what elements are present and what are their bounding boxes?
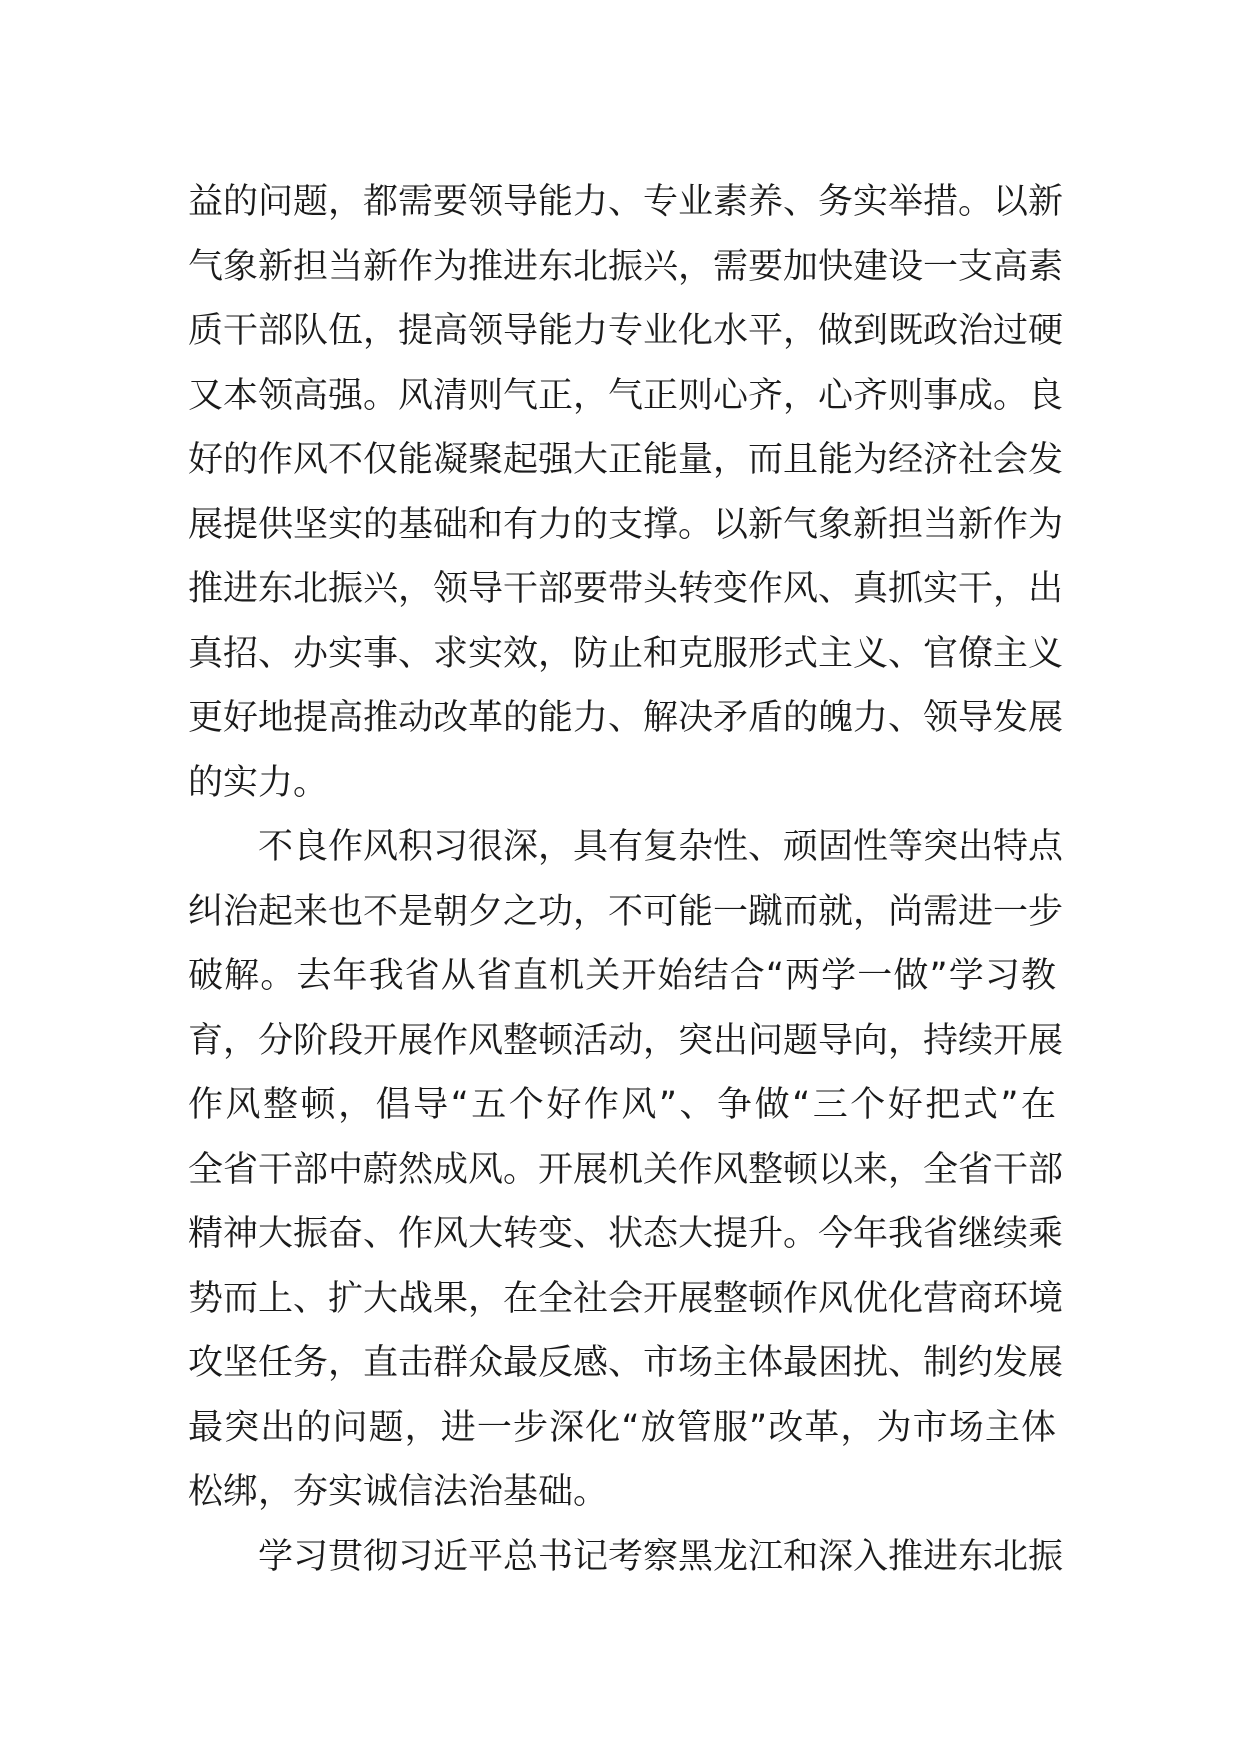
text-line: 育，分阶段开展作风整顿活动，突出问题导向，持续开展 [188,1020,1064,1061]
text-line: 攻坚任务，直击群众最反感、市场主体最困扰、制约发展 [188,1343,1064,1383]
text-line: 推进东北振兴，领导干部要带头转变作风、真抓实干，出 [188,569,1064,609]
text-line: 质干部队伍，提高领导能力专业化水平，做到既政治过硬 [188,311,1064,351]
text-line: 气象新担当新作为推进东北振兴，需要加快建设一支高素 [188,246,1064,287]
text-line: 全省干部中蔚然成风。开展机关作风整顿以来，全省干部 [188,1149,1064,1190]
text-line: 精神大振奋、作风大转变、状态大提升。今年我省继续乘 [188,1214,1064,1254]
text-line: 更好地提高推动改革的能力、解决矛盾的魄力、领导发展 [188,698,1064,738]
text-line: 的实力。 [188,762,329,803]
paragraph-first-line: 不良作风积习很深，具有复杂性、顽固性等突出特点 [258,827,1064,867]
text-line: 纠治起来也不是朝夕之功，不可能一蹴而就，尚需进一步 [188,891,1064,932]
text-line: 展提供坚实的基础和有力的支撑。以新气象新担当新作为 [188,504,1064,545]
text-line: 势而上、扩大战果，在全社会开展整顿作风优化营商环境 [188,1278,1064,1319]
text-line: 又本领高强。风清则气正，气正则心齐，心齐则事成。良 [188,375,1064,416]
text-line: 真招、办实事、求实效，防止和克服形式主义、官僚主义 [188,633,1064,674]
text-line: 好的作风不仅能凝聚起强大正能量，而且能为经济社会发 [188,440,1064,480]
text-line: 作风整顿，倡导“五个好作风”、争做“三个好把式”在 [188,1085,1056,1125]
text-line: 益的问题，都需要领导能力、专业素养、务实举措。以新 [188,182,1064,222]
text-line: 松绑，夯实诚信法治基础。 [188,1472,609,1512]
text-line: 最突出的问题，进一步深化“放管服”改革，为市场主体 [188,1407,1056,1448]
body-text [188,170,1064,1589]
paragraph-first-line: 学习贯彻习近平总书记考察黑龙江和深入推进东北振 [258,1536,1064,1577]
text-line: 破解。去年我省从省直机关开始结合“两学一做”学习教 [188,956,1056,996]
